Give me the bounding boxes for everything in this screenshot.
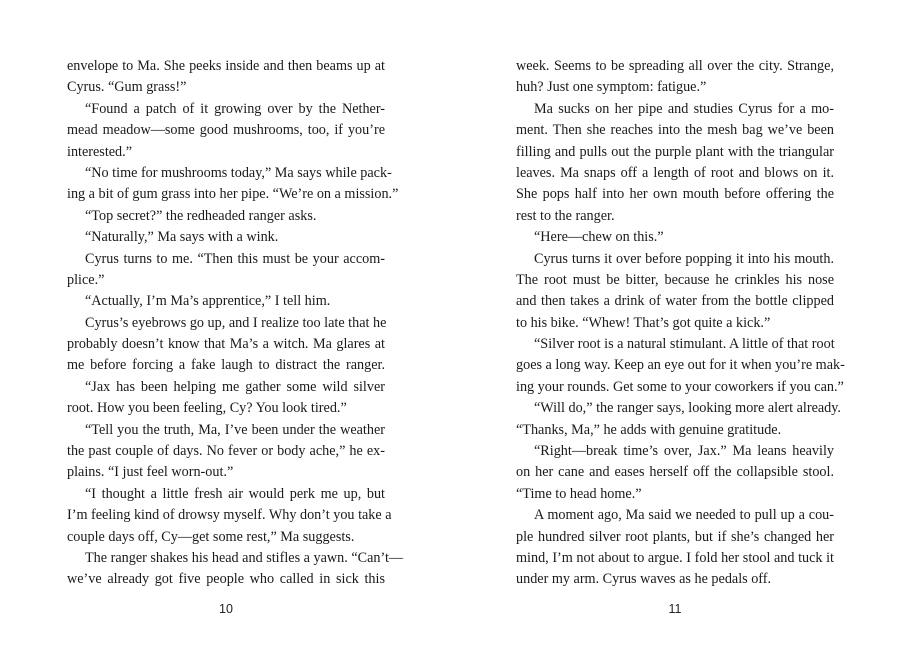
text-line: envelope to Ma. She peeks inside and then beams up at: [67, 58, 385, 74]
text-line: probably doesn’t know that Ma’s a witch. Ma glares at: [67, 336, 385, 353]
text-line: root. How you been feeling, Cy? You look tired.”: [67, 400, 347, 417]
text-line: Cyrus turns it over before popping it into his mouth.: [534, 250, 834, 267]
text-line: “I thought a little fresh air would perk me up, but: [85, 485, 385, 502]
text-line: ing your rounds. Get some to your coworkers if you can.”: [516, 378, 844, 395]
text-line: goes a long way. Keep an eye out for it when you’re mak-: [516, 357, 845, 374]
text-line: interested.”: [67, 143, 132, 160]
text-line: “Jax has been helping me gather some wild silver: [85, 378, 385, 395]
right-page-number: 11: [668, 602, 682, 616]
text-line: “No time for mushrooms today,” Ma says while pack-: [85, 164, 392, 181]
text-line: under my arm. Cyrus waves as he pedals off.: [516, 571, 772, 588]
text-line: “Naturally,” Ma says with a wink.: [85, 229, 279, 246]
text-line: we’ve already got five people who called in sick this: [67, 571, 385, 588]
text-line: mead meadow—some good mushrooms, too, if you’re: [67, 122, 385, 139]
text-line: “Right—break time’s over, Jax.” Ma leans heavily: [534, 443, 834, 460]
text-line: the past couple of days. No fever or body ache,” he ex-: [67, 443, 385, 460]
text-line: on her cane and eases herself off the collapsible stool.: [516, 464, 834, 481]
left-page-text: [67, 56, 404, 591]
text-line: couple days off, Cy—get some rest,” Ma suggests.: [67, 528, 355, 545]
text-line: “Actually, I’m Ma’s apprentice,” I tell him.: [85, 293, 331, 310]
text-line: huh? Just one symptom: fatigue.”: [516, 79, 707, 96]
text-line: mind, I’m not about to argue. I fold her stool and tuck it: [516, 549, 834, 566]
text-line: Cyrus turns to me. “Then this must be your accom-: [85, 250, 385, 267]
text-line: “Tell you the truth, Ma, I’ve been under the weather: [85, 421, 385, 438]
text-line: “Thanks, Ma,” he adds with genuine gratitude.: [516, 421, 782, 438]
text-line: “Here—chew on this.”: [534, 229, 664, 246]
text-line: ple hundred silver root plants, but if she’s changed her: [516, 528, 834, 545]
text-line: rest to the ranger.: [516, 207, 615, 224]
right-page-text: [516, 56, 845, 591]
text-line: to his bike. “Whew! That’s got quite a kick.”: [516, 314, 771, 331]
text-line: The ranger shakes his head and stifles a yawn. “Can’t—: [85, 549, 404, 566]
text-line: filling and pulls out the purple plant with the triangular: [516, 143, 834, 160]
text-line: week. Seems to be spreading all over the city. Strange,: [516, 58, 834, 74]
text-line: plains. “I just feel worn-out.”: [67, 464, 234, 481]
text-line: leaves. Ma snaps off a length of root and blows on it.: [516, 164, 834, 181]
text-line: ment. Then she reaches into the mesh bag we’ve been: [516, 122, 834, 139]
text-line: Cyrus’s eyebrows go up, and I realize too late that he: [85, 314, 387, 331]
text-line: Ma sucks on her pipe and studies Cyrus for a mo-: [534, 100, 834, 117]
text-line: and then takes a drink of water from the bottle clipped: [516, 293, 834, 310]
text-line: A moment ago, Ma said we needed to pull up a cou-: [534, 507, 834, 524]
text-line: “Will do,” the ranger says, looking more alert already.: [534, 400, 841, 417]
text-line: me before forcing a fake laugh to distract the ranger.: [67, 357, 385, 374]
text-line: She pops half into her own mouth before offering the: [516, 186, 834, 203]
text-line: “Silver root is a natural stimulant. A little of that root: [534, 336, 835, 353]
text-line: “Time to head home.”: [516, 485, 642, 502]
left-page-number: 10: [219, 602, 233, 616]
text-line: The root must be bitter, because he crinkles his nose: [516, 271, 834, 288]
text-line: “Found a patch of it growing over by the Nether-: [85, 100, 385, 117]
text-line: ing a bit of gum grass into her pipe. “We’re on a mission.”: [67, 186, 399, 203]
text-line: “Top secret?” the redheaded ranger asks.: [85, 207, 317, 224]
text-line: I’m feeling kind of drowsy myself. Why don’t you take a: [67, 507, 392, 524]
text-line: Cyrus. “Gum grass!”: [67, 79, 187, 96]
text-line: plice.”: [67, 271, 105, 288]
